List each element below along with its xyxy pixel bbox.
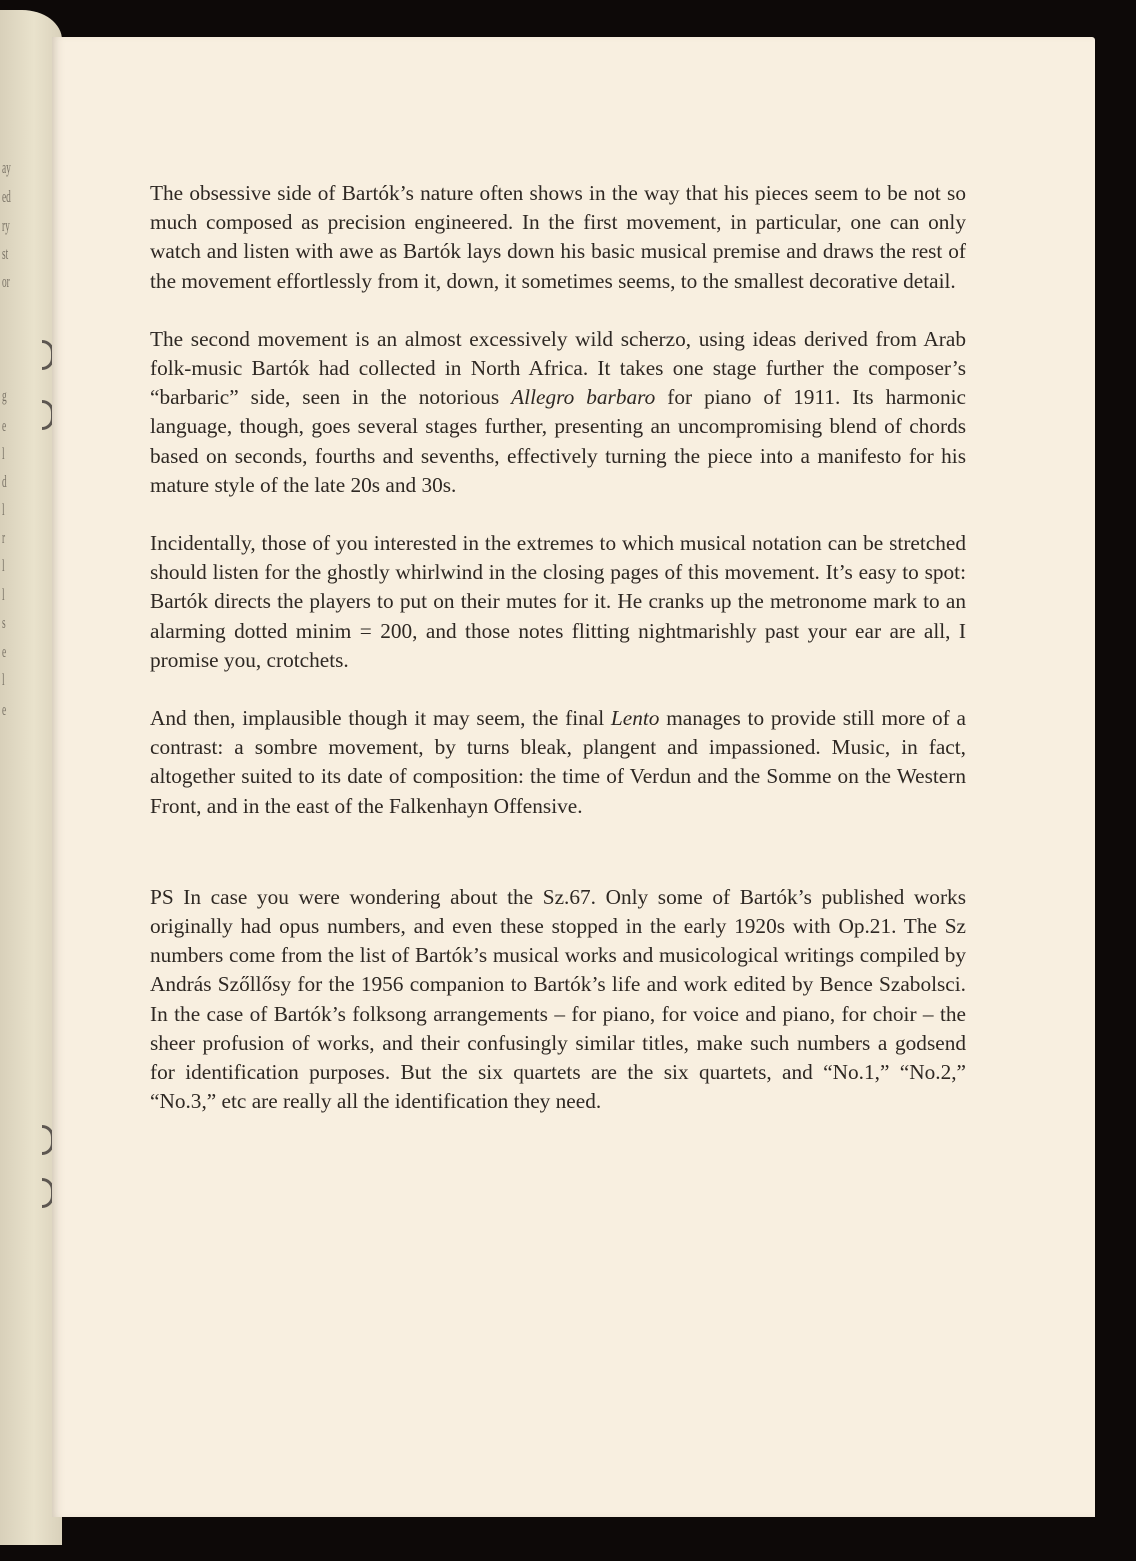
paragraph-first-movement bbox=[150, 179, 966, 296]
paragraph-postscript bbox=[150, 883, 966, 1117]
text-run: The second movement is an almost excessively wild scherzo, using ideas derived from Arab folk-music Bartók had collected in North Africa. It takes one stage further the composer’s “barbaric” side, seen in the notorious bbox=[150, 326, 966, 410]
text-run: And then, implausible though it may seem, the final bbox=[150, 706, 611, 731]
text-run: for piano of 1911. Its harmonic language, though, goes several stages further, presenting an uncompromising blend of chords based on seconds, fourths and sevenths, effectively turning the piece into a manifesto for his mature style of the late 20s and 30s. bbox=[150, 385, 966, 497]
italic-title: Allegro barbaro bbox=[511, 385, 656, 410]
left-page-fragment: l bbox=[2, 500, 5, 519]
text-run: Incidentally, those of you interested in the extremes to which musical notation can be stretched should listen for the ghostly whirlwind in the closing pages of this movement. It’s easy to spot: Bartók directs the players to put on their mutes for it. He cranks up the metronome mark to an alarming dotted minim = 200, and those notes flitting nightmarishly past your ear are all, I promise you, crotchets. bbox=[150, 531, 966, 672]
document-page bbox=[52, 37, 1095, 1517]
left-page-fragment: l bbox=[2, 585, 5, 604]
left-page-fragment: ed bbox=[2, 187, 11, 206]
left-page-fragment: l bbox=[2, 670, 5, 689]
paragraph-second-movement bbox=[150, 325, 966, 500]
left-page-fragment: ay bbox=[2, 158, 11, 177]
text-run: PS In case you were wondering about the Sz.67. Only some of Bartók’s published works originally had opus numbers, and even these stopped in the early 1920s with Op.21. The Sz numbers come from the list of Bartók’s musical works and musicological writings compiled by András Szőllősy for the 1956 companion to Bartók’s life and work edited by Bence Szabolsci. In the case of Bartók’s folksong arrangements – for piano, for voice and piano, for choir – the sheer profusion of works, and their confusingly similar titles, make such numbers a godsend for identification purposes. But the six quartets are the six quartets, and “No.1,” “No.2,” “No.3,” etc are really all the identification they need. bbox=[150, 884, 966, 1114]
body-text bbox=[150, 179, 966, 1145]
left-page-fragment: e bbox=[2, 700, 7, 719]
paragraph-notation bbox=[150, 529, 966, 675]
italic-title: Lento bbox=[610, 706, 660, 731]
left-page-fragment: l bbox=[2, 556, 5, 575]
left-page-fragment: g bbox=[2, 386, 7, 405]
left-page-fragment: or bbox=[2, 272, 10, 291]
left-page-fragment: d bbox=[2, 472, 7, 491]
left-page-fragment: e bbox=[2, 416, 7, 435]
left-page-fragment: st bbox=[2, 244, 9, 263]
paragraph-final-lento bbox=[150, 704, 966, 821]
left-page-fragment: r bbox=[2, 528, 6, 547]
text-run: manages to provide still more of a contrast: a sombre movement, by turns bleak, plangent and impassioned. Music, in fact, altogether suited to its date of composition: the time of Verdun and the Somme on the Western Front, and in the east of the Falkenhayn Offensive. bbox=[150, 706, 966, 818]
left-page-fragment: ry bbox=[2, 216, 10, 235]
left-page-fragment: s bbox=[2, 613, 6, 632]
left-page-fragment: e bbox=[2, 642, 7, 661]
left-page-fragment: l bbox=[2, 444, 5, 463]
text-run: The obsessive side of Bartók’s nature often shows in the way that his pieces seem to be not so much composed as precision engineered. In the first movement, in particular, one can only watch and listen with awe as Bartók lays down his basic musical premise and draws the rest of the movement effortlessly from it, down, it sometimes seems, to the smallest decorative detail. bbox=[150, 181, 966, 293]
